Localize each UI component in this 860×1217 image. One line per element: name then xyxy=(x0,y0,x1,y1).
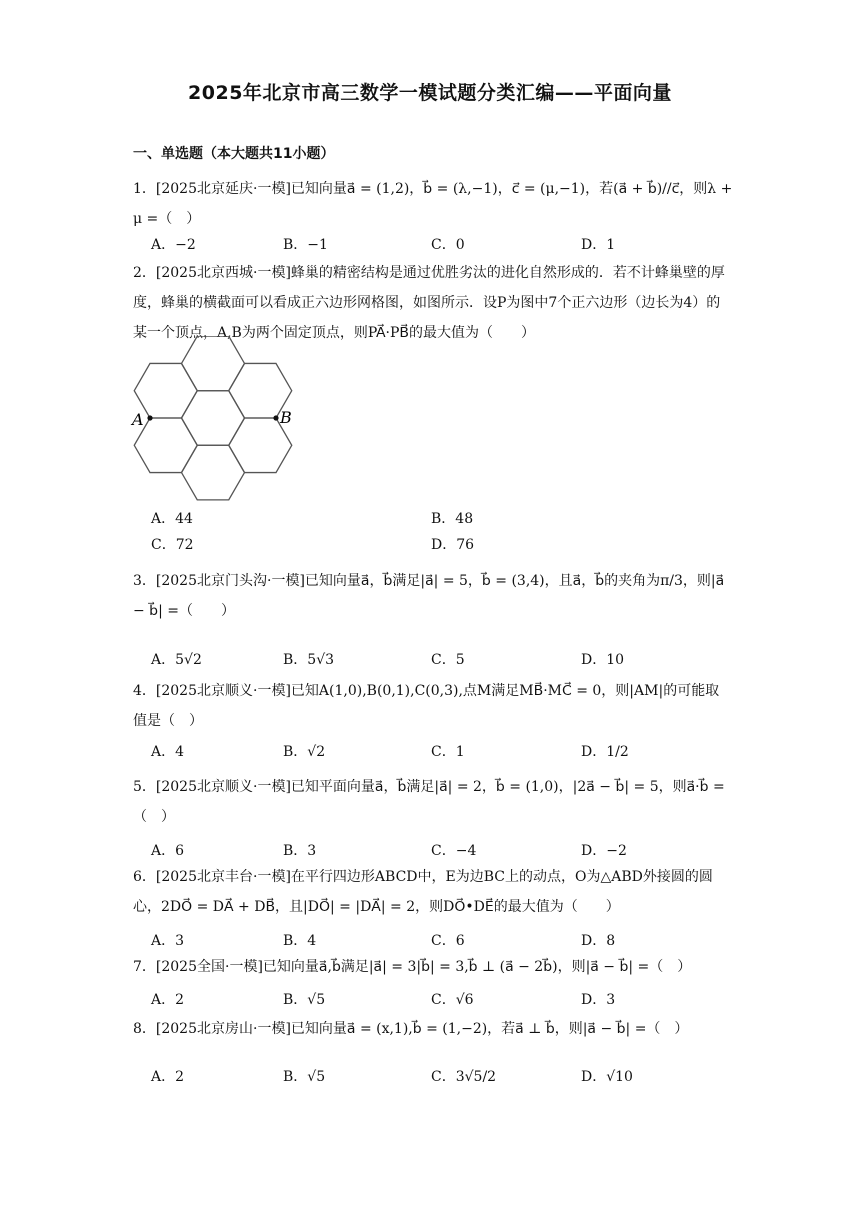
option-d[interactable]: D．8 xyxy=(581,933,616,949)
option-d[interactable]: D．1 xyxy=(581,237,616,253)
question-3-options xyxy=(151,649,751,673)
option-c[interactable]: C．6 xyxy=(431,933,465,949)
question-5-stem: 5．[2025北京顺义·一模]已知平面向量a⃗，b⃗满足|a⃗| = 2，b⃗ = (1,0)，|2a⃗ − b⃗| = 5，则a⃗·b⃗ =（ ） xyxy=(133,779,725,825)
question-6-options xyxy=(151,930,751,954)
option-c[interactable]: C．1 xyxy=(431,744,465,760)
option-c[interactable]: C．72 xyxy=(151,537,194,553)
option-d[interactable]: D．76 xyxy=(431,537,475,553)
hexagon-cell xyxy=(134,418,197,473)
option-a[interactable]: A．4 xyxy=(151,744,185,760)
question-4-options xyxy=(151,741,751,765)
option-d[interactable]: D．3 xyxy=(581,992,616,1008)
option-a[interactable]: A．2 xyxy=(151,992,185,1008)
question-7-stem: 7．[2025全国·一模]已知向量a⃗,b⃗满足|a⃗| = 3|b⃗| = 3,b⃗ ⊥ (a⃗ − 2b⃗)，则|a⃗ − b⃗| =（ ） xyxy=(133,959,692,975)
option-a[interactable]: A．3 xyxy=(151,933,185,949)
page-title: 2025年北京市高三数学一模试题分类汇编——平面向量 xyxy=(188,82,672,104)
option-a[interactable]: A．5√2 xyxy=(151,652,202,668)
question-2-options-row2 xyxy=(151,534,751,558)
point-b-label: B xyxy=(280,408,292,427)
option-d[interactable]: D．−2 xyxy=(581,843,627,859)
hexagon-cell xyxy=(182,336,245,391)
point-a-label: A xyxy=(132,410,144,429)
question-8-stem: 8．[2025北京房山·一模]已知向量a⃗ = (x,1),b⃗ = (1,−2)，若a⃗ ⊥ b⃗，则|a⃗ − b⃗| =（ ） xyxy=(133,1021,689,1037)
point-b-marker xyxy=(273,415,278,420)
question-8-options xyxy=(151,1066,751,1090)
hexagon-cell xyxy=(134,363,197,418)
option-c[interactable]: C．−4 xyxy=(431,843,477,859)
option-b[interactable]: B．3 xyxy=(283,843,317,859)
option-d[interactable]: D．√10 xyxy=(581,1069,633,1085)
question-1-options xyxy=(151,234,751,258)
hexagon-cell xyxy=(182,445,245,500)
question-7-options xyxy=(151,989,751,1013)
option-c[interactable]: C．0 xyxy=(431,237,465,253)
option-b[interactable]: B．√5 xyxy=(283,992,326,1008)
question-6-stem: 6．[2025北京丰台·一模]在平行四边形ABCD中，E为边BC上的动点，O为△ABD外接圆的圆心，2DO⃗ = DA⃗ + DB⃗，且|DO⃗| = |DA⃗| = 2，则DO⃗•DE⃗的最大值为（ ） xyxy=(133,869,713,915)
hexagon-cell xyxy=(182,391,245,446)
question-4-stem: 4．[2025北京顺义·一模]已知A(1,0),B(0,1),C(0,3),点M满足MB⃗·MC⃗ = 0，则|AM|的可能取值是（ ） xyxy=(133,683,720,729)
option-a[interactable]: A．2 xyxy=(151,1069,185,1085)
option-a[interactable]: A．6 xyxy=(151,843,185,859)
option-d[interactable]: D．1/2 xyxy=(581,744,629,760)
option-b[interactable]: B．√2 xyxy=(283,744,326,760)
point-a-marker xyxy=(147,415,152,420)
option-b[interactable]: B．−1 xyxy=(283,237,328,253)
section-heading: 一、单选题（本大题共11小题） xyxy=(133,146,335,162)
option-b[interactable]: B．√5 xyxy=(283,1069,326,1085)
option-c[interactable]: C．√6 xyxy=(431,992,474,1008)
question-1-stem: 1．[2025北京延庆·一模]已知向量a⃗ = (1,2)，b⃗ = (λ,−1)，c⃗ = (μ,−1)，若(a⃗ + b⃗)//c⃗，则λ + μ =（ ） xyxy=(133,181,733,227)
question-3-stem: 3．[2025北京门头沟·一模]已知向量a⃗，b⃗满足|a⃗| = 5，b⃗ = (3,4)，且a⃗，b⃗的夹角为π/3，则|a⃗ − b⃗| =（ ） xyxy=(133,573,725,619)
question-2-options-row1 xyxy=(151,508,751,532)
option-b[interactable]: B．48 xyxy=(431,511,474,527)
question-5-options xyxy=(151,840,751,864)
option-c[interactable]: C．3√5/2 xyxy=(431,1069,497,1085)
option-a[interactable]: A．44 xyxy=(151,511,193,527)
option-d[interactable]: D．10 xyxy=(581,652,625,668)
option-b[interactable]: B．5√3 xyxy=(283,652,335,668)
honeycomb-figure xyxy=(128,336,300,502)
question-2-stem: 2．[2025北京西城·一模]蜂巢的精密结构是通过优胜劣汰的进化自然形成的．若不计蜂巢壁的厚度，蜂巢的横截面可以看成正六边形网格图，如图所示．设P为图中7个正六边形（边长为4）的某一个顶点，A,B为两个固定顶点，则PA⃗·PB⃗的最大值为（ ） xyxy=(133,265,725,341)
option-a[interactable]: A．−2 xyxy=(151,237,196,253)
option-c[interactable]: C．5 xyxy=(431,652,465,668)
option-b[interactable]: B．4 xyxy=(283,933,317,949)
